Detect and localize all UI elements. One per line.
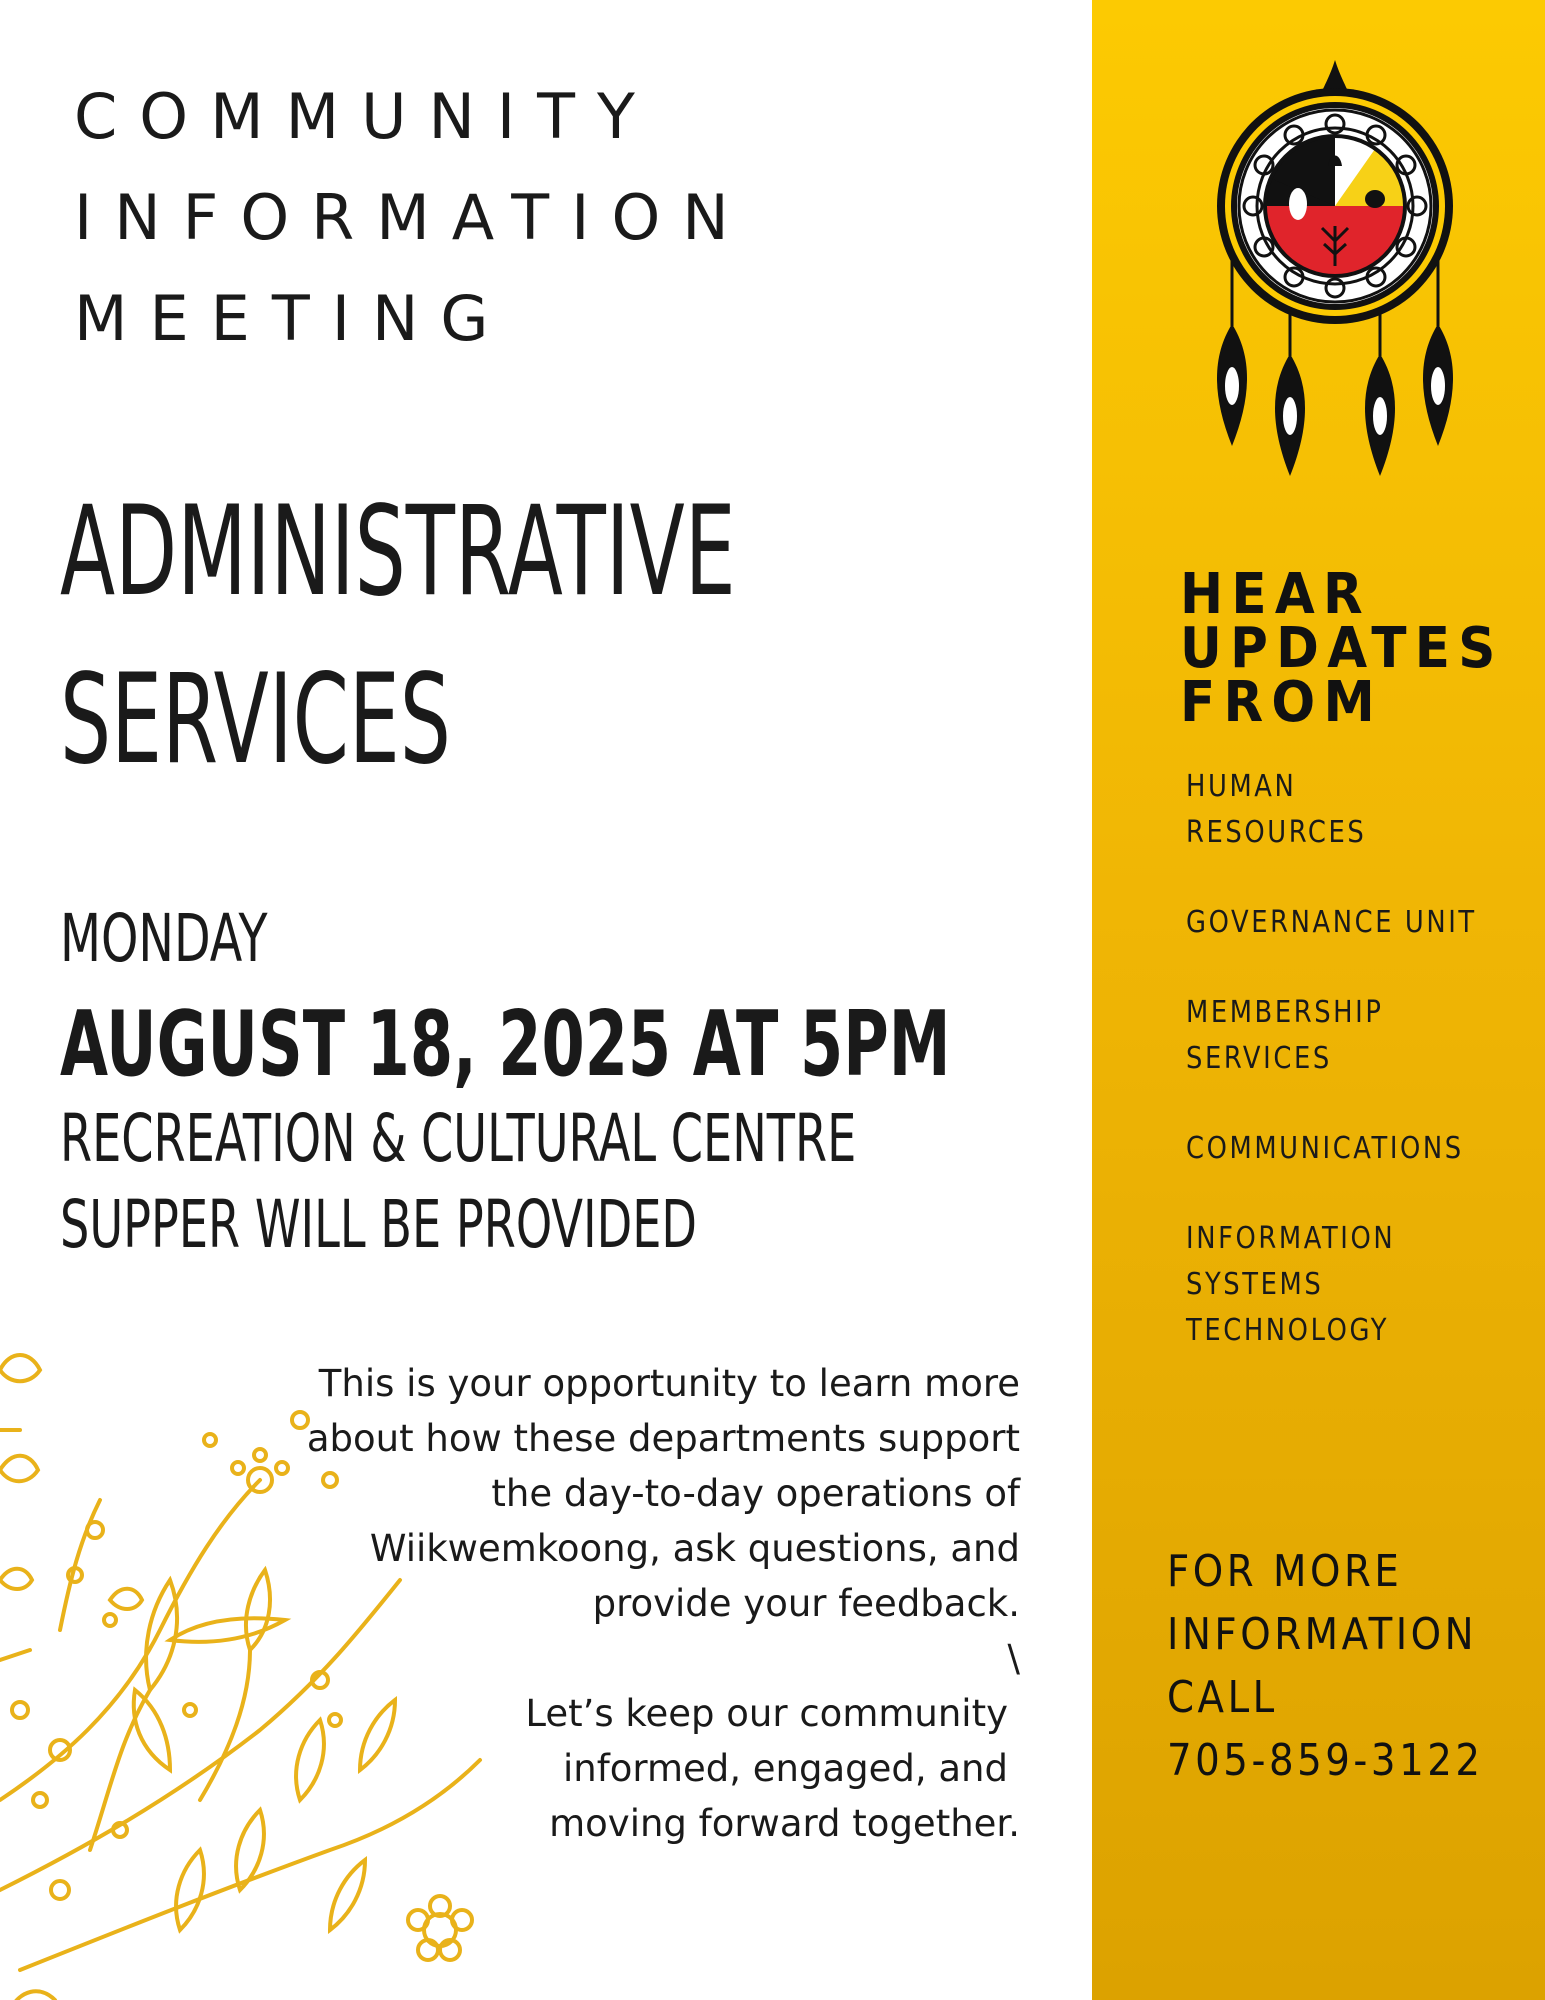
heading-line: UPDATES: [1180, 616, 1504, 681]
department-item: [1186, 1126, 1470, 1172]
department-line: SERVICES: [1186, 1041, 1332, 1076]
contact-line: CALL: [1167, 1672, 1278, 1723]
body-line: Let’s keep our community: [525, 1692, 1008, 1735]
department-line: HUMAN: [1186, 769, 1297, 804]
body-line: moving forward together.: [549, 1802, 1020, 1845]
department-item: [1186, 764, 1470, 856]
body-line: informed, engaged, and: [562, 1747, 1008, 1790]
department-line: RESOURCES: [1186, 815, 1367, 850]
body-copy: [160, 1356, 1020, 1851]
body-line: This is your opportunity to learn more: [318, 1362, 1020, 1405]
kicker-line: MEETING: [74, 282, 511, 355]
department-line: TECHNOLOGY: [1186, 1313, 1390, 1348]
kicker-line: INFORMATION: [74, 181, 751, 254]
event-day: MONDAY: [60, 900, 268, 977]
event-venue: RECREATION & CULTURAL CENTRE: [60, 1100, 857, 1177]
department-line: COMMUNICATIONS: [1186, 1131, 1464, 1166]
event-kicker: [74, 66, 751, 369]
body-line: the day-to-day operations of: [491, 1472, 1020, 1515]
sidebar-heading: [1180, 562, 1504, 735]
body-separator: \: [1007, 1637, 1020, 1680]
department-item: [1186, 990, 1470, 1082]
body-line: Wiikwemkoong, ask questions, and: [369, 1527, 1020, 1570]
body-line: provide your feedback.: [592, 1582, 1020, 1625]
dreamcatcher-logo-icon: [1190, 56, 1480, 496]
contact-line: FOR MORE: [1167, 1546, 1403, 1597]
department-line: SYSTEMS: [1186, 1267, 1324, 1302]
department-line: GOVERNANCE UNIT: [1186, 905, 1477, 940]
department-item: [1186, 900, 1477, 946]
kicker-line: COMMUNITY: [74, 80, 657, 153]
department-list: [1186, 764, 1516, 1398]
contact-line: INFORMATION: [1167, 1609, 1478, 1660]
event-date-time: AUGUST 18, 2025 AT 5PM: [60, 992, 951, 1097]
heading-line: HEAR: [1180, 562, 1371, 627]
heading-line: FROM: [1180, 670, 1384, 735]
department-item: [1186, 1216, 1470, 1354]
body-line: about how these departments support: [306, 1417, 1020, 1460]
page-title: [60, 468, 736, 804]
department-line: MEMBERSHIP: [1186, 995, 1384, 1030]
event-supper-note: SUPPER WILL BE PROVIDED: [60, 1186, 697, 1263]
title-line: ADMINISTRATIVE: [60, 480, 736, 624]
phone-number[interactable]: 705-859-3122: [1167, 1735, 1484, 1786]
department-line: INFORMATION: [1186, 1221, 1396, 1256]
contact-info: [1167, 1540, 1484, 1792]
title-line: SERVICES: [60, 648, 451, 792]
